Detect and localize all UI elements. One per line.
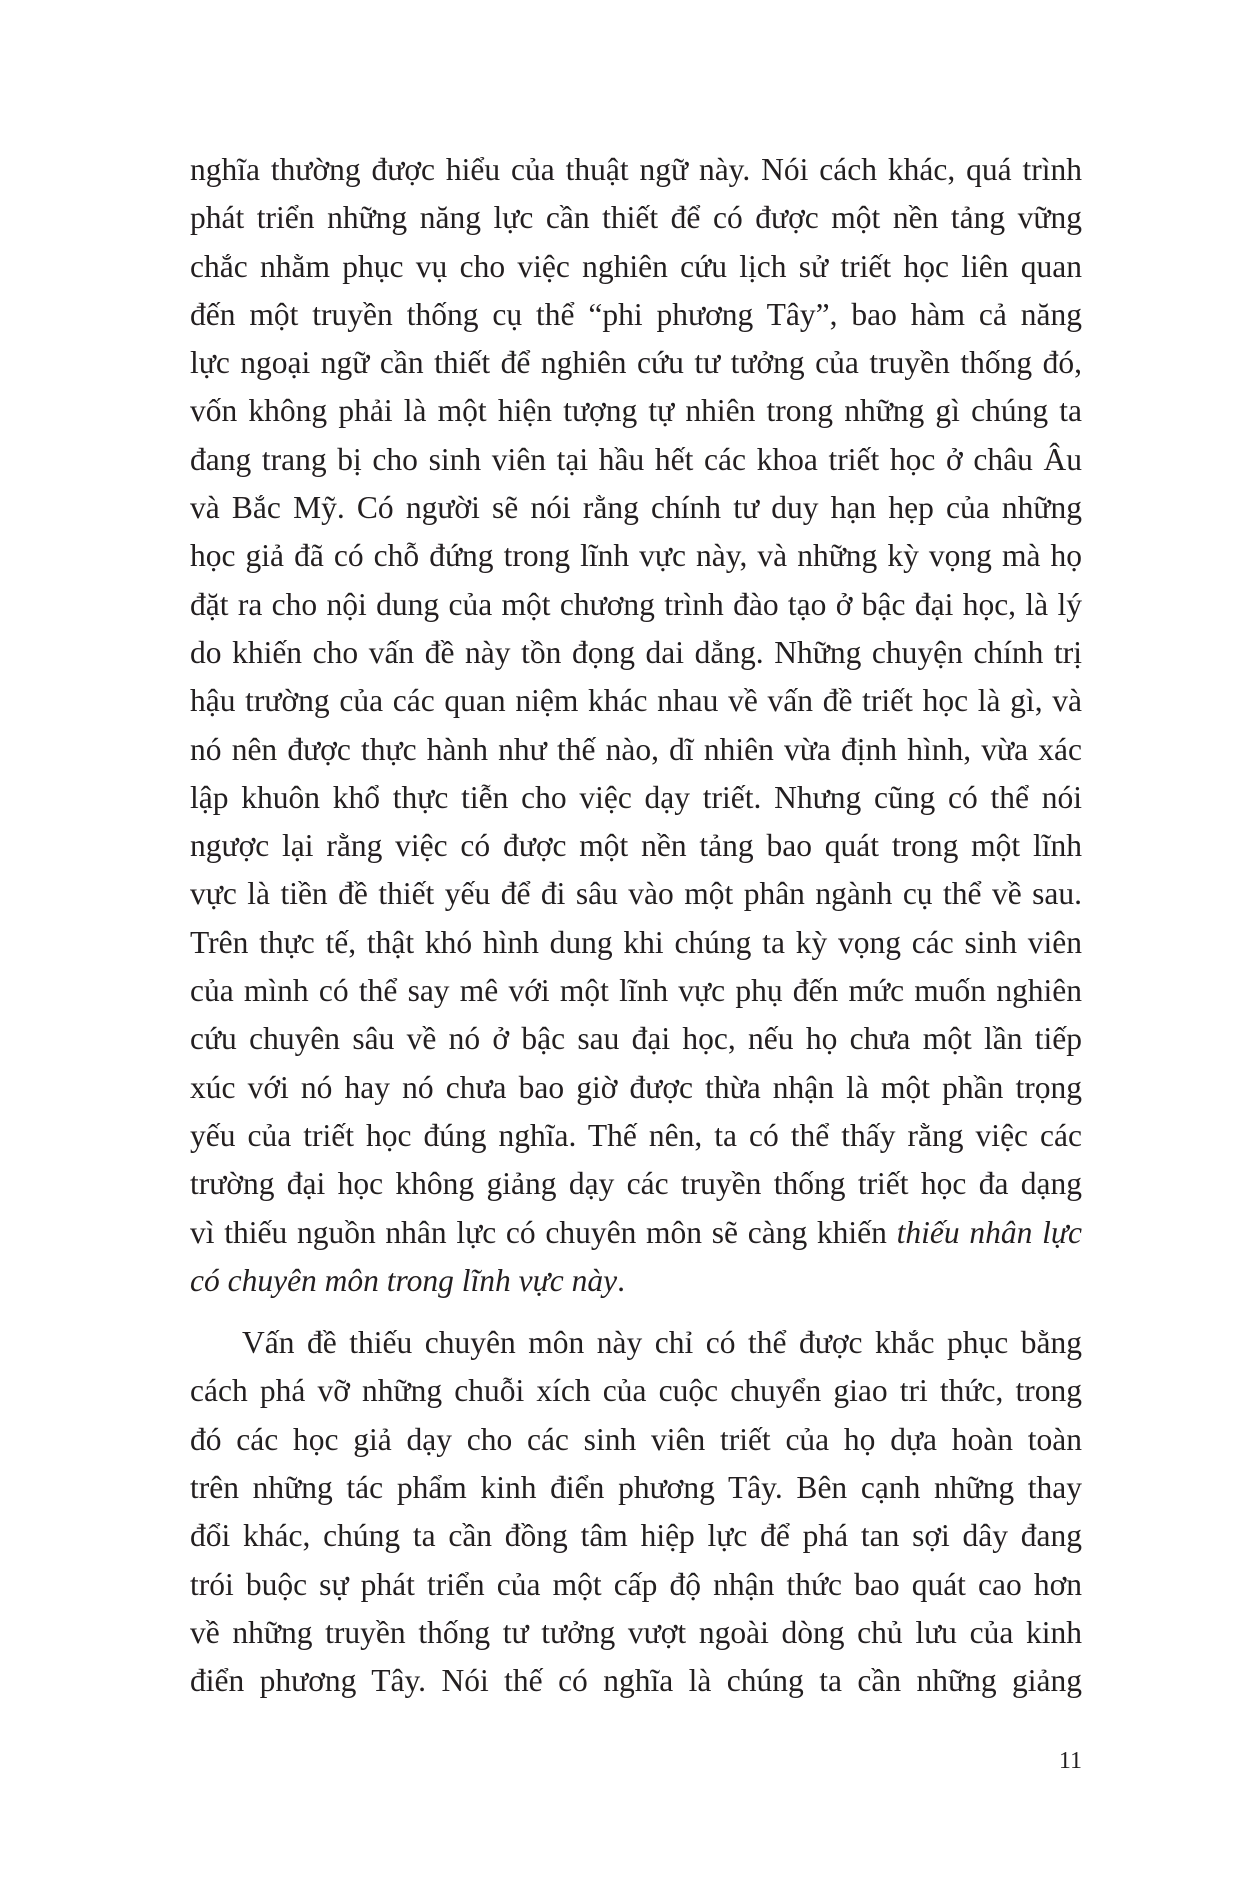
text-line: cách phá vỡ những chuỗi xích của cuộc chuyển giao tri thức, trong — [190, 1373, 1082, 1409]
text-line: xúc với nó hay nó chưa bao giờ được thừa nhận là một phần trọng — [190, 1069, 1082, 1105]
text-line: trường đại học không giảng dạy các truyền thống triết học đa dạng — [190, 1166, 1082, 1202]
text-line: của mình có thể say mê với một lĩnh vực phụ đến mức muốn nghiên — [190, 973, 1082, 1009]
paragraph-2 — [190, 1319, 1082, 1705]
text-line: và Bắc Mỹ. Có người sẽ nói rằng chính tư duy hạn hẹp của những — [190, 490, 1082, 526]
text-line: cứu chuyên sâu về nó ở bậc sau đại học, nếu họ chưa một lần tiếp — [190, 1021, 1082, 1057]
text-line: vốn không phải là một hiện tượng tự nhiên trong những gì chúng ta — [190, 393, 1082, 429]
body-text — [190, 146, 1082, 1706]
italic-run: thiếu nhân lực — [896, 1214, 1082, 1250]
text-line: về những truyền thống tư tưởng vượt ngoài dòng chủ lưu của kinh — [190, 1614, 1082, 1650]
text-line: nghĩa thường được hiểu của thuật ngữ này. Nói cách khác, quá trình — [190, 152, 1082, 187]
text-line: trên những tác phẩm kinh điển phương Tây. Bên cạnh những thay — [190, 1470, 1082, 1506]
text-line-with-italic — [190, 1257, 1082, 1305]
text-line: đó các học giả dạy cho các sinh viên triết của họ dựa hoàn toàn — [190, 1421, 1082, 1457]
text-line: do khiến cho vấn đề này tồn đọng dai dẳng. Những chuyện chính trị — [190, 634, 1082, 670]
text-line: chắc nhằm phục vụ cho việc nghiên cứu lịch sử triết học liên quan — [190, 248, 1082, 284]
text-line: đặt ra cho nội dung của một chương trình đào tạo ở bậc đại học, là lý — [190, 586, 1082, 622]
paragraph-1 — [190, 146, 1082, 1305]
italic-run: có chuyên môn trong lĩnh vực này — [190, 1262, 618, 1298]
text-line-with-italic — [190, 1209, 1082, 1257]
text-line: đổi khác, chúng ta cần đồng tâm hiệp lực để phá tan sợi dây đang — [190, 1518, 1082, 1554]
paragraph-spacer — [190, 1305, 1082, 1319]
text-line: Vấn đề thiếu chuyên môn này chỉ có thể được khắc phục bằng — [242, 1325, 1082, 1361]
text-line: phát triển những năng lực cần thiết để có được một nền tảng vững — [190, 200, 1082, 236]
text-line: trói buộc sự phát triển của một cấp độ nhận thức bao quát cao hơn — [190, 1566, 1082, 1602]
text-run: . — [617, 1262, 626, 1298]
text-line: điển phương Tây. Nói thế có nghĩa là chúng ta cần những giảng — [190, 1663, 1082, 1699]
text-line: hậu trường của các quan niệm khác nhau về vấn đề triết học là gì, và — [190, 683, 1082, 719]
text-line: yếu của triết học đúng nghĩa. Thế nên, ta có thể thấy rằng việc các — [190, 1117, 1082, 1153]
text-line: đến một truyền thống cụ thể “phi phương Tây”, bao hàm cả năng — [190, 296, 1082, 332]
text-run: vì thiếu nguồn nhân lực có chuyên môn sẽ càng khiến — [190, 1214, 897, 1250]
page-number: 11 — [1058, 1748, 1082, 1774]
text-line: ngược lại rằng việc có được một nền tảng bao quát trong một lĩnh — [190, 828, 1082, 864]
text-line: Trên thực tế, thật khó hình dung khi chúng ta kỳ vọng các sinh viên — [190, 924, 1082, 960]
text-line: vực là tiền đề thiết yếu để đi sâu vào một phân ngành cụ thể về sau. — [190, 876, 1082, 912]
text-line: lập khuôn khổ thực tiễn cho việc dạy triết. Nhưng cũng có thể nói — [190, 779, 1082, 815]
text-line: lực ngoại ngữ cần thiết để nghiên cứu tư tưởng của truyền thống đó, — [190, 345, 1082, 381]
text-line: học giả đã có chỗ đứng trong lĩnh vực này, và những kỳ vọng mà họ — [190, 538, 1082, 574]
text-line: nó nên được thực hành như thế nào, dĩ nhiên vừa định hình, vừa xác — [190, 731, 1082, 767]
text-line: đang trang bị cho sinh viên tại hầu hết các khoa triết học ở châu Âu — [190, 441, 1082, 477]
